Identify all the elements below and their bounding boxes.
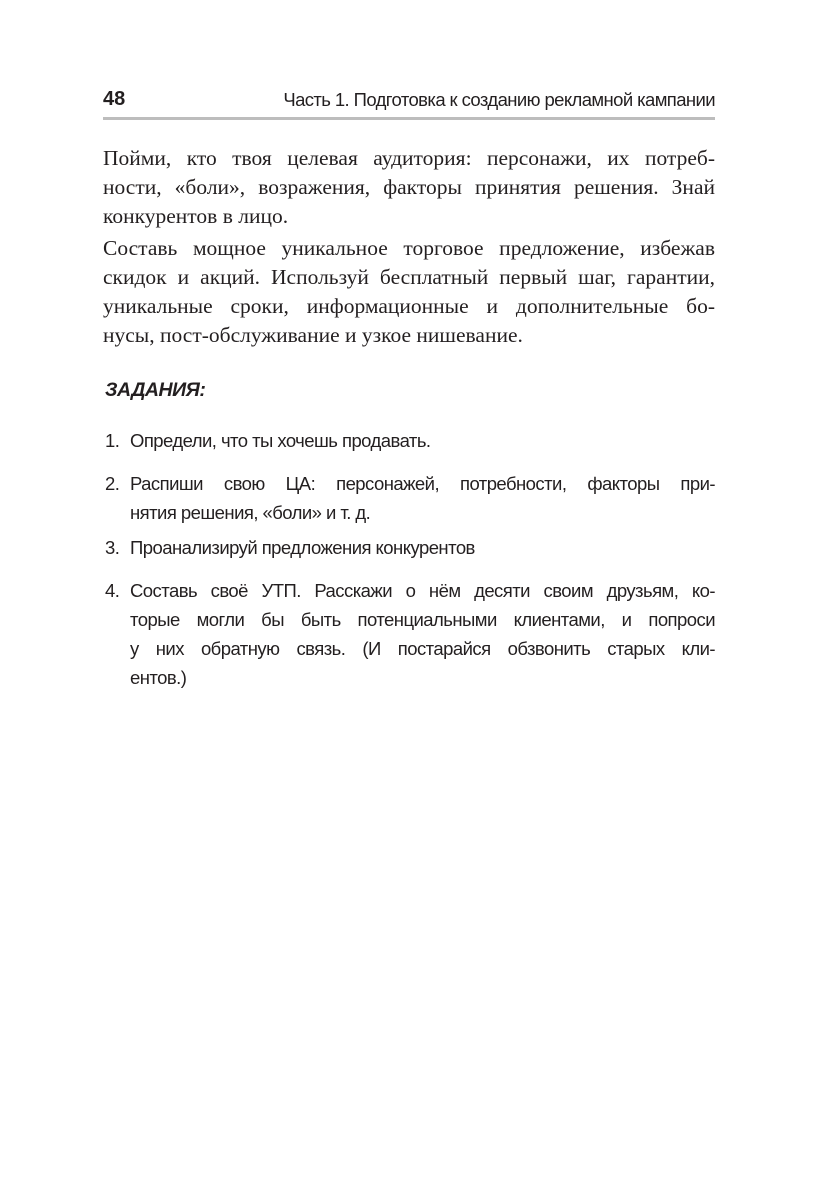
task-number: 4. bbox=[105, 580, 120, 601]
page-number: 48 bbox=[103, 88, 126, 110]
text-line: торые могли бы быть потенциальными клиентами, и попроси bbox=[130, 609, 715, 630]
text-line: нятия решения, «боли» и т. д. bbox=[130, 502, 371, 523]
tasks-heading: ЗАДАНИЯ: bbox=[105, 379, 206, 401]
text-line: Составь мощное уникальное торговое предложение, избежав bbox=[103, 236, 715, 260]
task-item bbox=[105, 576, 715, 692]
text-line: нусы, пост-обслуживание и узкое нишевание. bbox=[103, 323, 523, 347]
task-item bbox=[105, 469, 715, 527]
task-number: 2. bbox=[105, 473, 120, 494]
text-line: у них обратную связь. (И постарайся обзвонить старых кли- bbox=[130, 638, 715, 659]
text-line: скидок и акций. Используй бесплатный первый шаг, гарантии, bbox=[103, 265, 715, 289]
text-line: Распиши свою ЦА: персонажей, потребности, факторы при- bbox=[130, 473, 715, 494]
paragraph-audience bbox=[103, 144, 715, 231]
running-header bbox=[103, 88, 715, 114]
text-line: ентов.) bbox=[130, 667, 187, 688]
task-item bbox=[105, 533, 715, 562]
task-number: 1. bbox=[105, 430, 120, 451]
text-line: Определи, что ты хочешь продавать. bbox=[130, 430, 431, 451]
header-rule bbox=[103, 117, 715, 120]
text-line: Проанализируй предложения конкурентов bbox=[130, 537, 475, 558]
paragraph-usp bbox=[103, 234, 715, 350]
text-line: Пойми, кто твоя целевая аудитория: персонажи, их потреб- bbox=[103, 146, 715, 170]
text-line: ности, «боли», возражения, факторы принятия решения. Знай bbox=[103, 175, 715, 199]
text-line: Составь своё УТП. Расскажи о нём десяти своим друзьям, ко- bbox=[130, 580, 715, 601]
task-number: 3. bbox=[105, 537, 120, 558]
text-line: уникальные сроки, информационные и дополнительные бо- bbox=[103, 294, 715, 318]
chapter-title: Часть 1. Подготовка к созданию рекламной кампании bbox=[283, 89, 715, 110]
task-item bbox=[105, 426, 715, 455]
text-line: конкурентов в лицо. bbox=[103, 204, 289, 228]
